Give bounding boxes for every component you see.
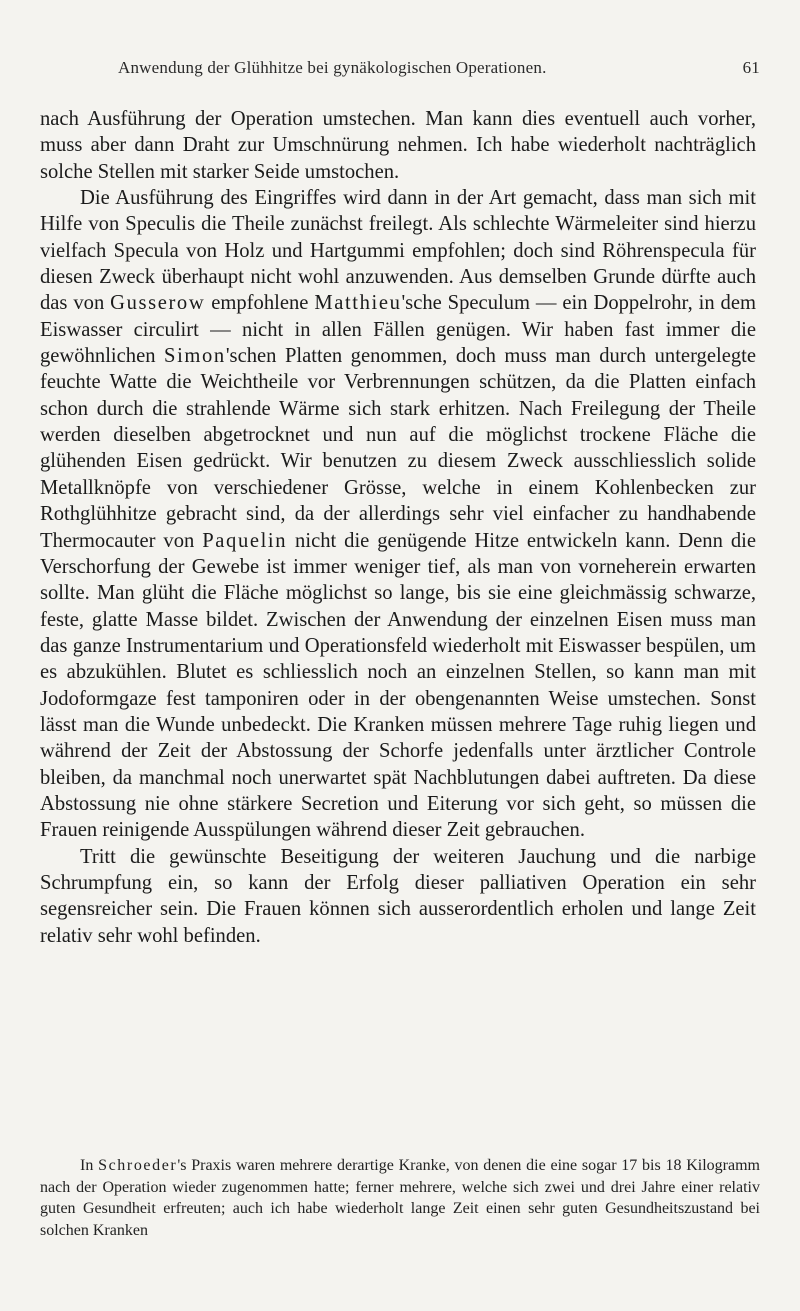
footnote	[40, 1155, 760, 1241]
footnote-prefix: In	[80, 1157, 99, 1174]
page-number: 61	[742, 58, 760, 77]
author-name-matthieu: Matthieu	[314, 292, 402, 315]
author-name-gusserow: Gusserow	[110, 292, 206, 315]
paragraph-2-text-c: 'sche Speculum — ein Doppelrohr, in dem Eiswasser circulirt — nicht in allen Fällen genügen. Wir haben fast immer die gewöhnlichen	[40, 292, 756, 368]
footnote-paragraph	[40, 1155, 760, 1241]
paragraph-2-text-a: Die Ausführung des Eingriffes wird dann in der Art gemacht, dass man sich mit Hilfe von Speculis die Theile zunächst freilegt. Als schlechte Wärmeleiter sind hierzu vielfach Specula von Holz und Hartgummi empfohlen; doch sind Röhrenspecula für diesen Zweck überhaupt nicht wohl anzuwenden. Aus demselben Grunde dürfte auch das von	[40, 187, 756, 315]
author-name-schroeder: Schroeder	[98, 1157, 178, 1174]
paragraph-2-text-d: 'schen Platten genommen, doch muss man durch untergelegte feuchte Watte die Weichtheile vor Verbrennungen schützen, da die Platten einfach schon durch die strahlende Wärme sich stark erhitzen. Nach Freilegung der Theile werden dieselben abgetrocknet und nun auf die möglichst trockene Fläche die glühenden Eisen gedrückt. Wir benutzen zu diesem Zweck ausschliesslich solide Metallknöpfe von verschiedener Grösse, welche in einem Kohlenbecken zur Rothglühhitze gebracht sind, da der allerdings sehr viel einfacher zu handhabende Thermocauter von	[40, 345, 757, 552]
running-head-title: Anwendung der Glühhitze bei gynäkologischen Operationen.	[118, 58, 547, 77]
author-name-simon: Simon	[164, 345, 226, 368]
paragraph-2	[40, 185, 756, 844]
author-name-paquelin: Paquelin	[202, 529, 288, 552]
footnote-text: 's Praxis waren mehrere derartige Kranke, von denen die eine sogar 17 bis 18 Kilogramm nach der Operation wieder zugenommen hatte; ferner mehrere, welche sich zwei und drei Jahre einer relativ guten Gesundheit erfreuten; auch ich habe wiederholt lange Zeit einen sehr guten Gesundheitszustand bei solchen Kranken	[40, 1157, 761, 1239]
running-head	[40, 58, 760, 86]
paragraph-3-text: Tritt die gewünschte Beseitigung der weiteren Jauchung und die narbige Schrumpfung ein, so kann der Erfolg dieser palliativen Operation ein sehr segensreicher sein. Die Frauen können sich ausserordentlich erholen und lange Zeit relativ sehr wohl befinden.	[40, 845, 756, 947]
paragraph-1-text: nach Ausführung der Operation umstechen. Man kann dies eventuell auch vorher, muss aber dann Draht zur Umschnürung nehmen. Ich habe wiederholt nachträglich solche Stellen mit starker Seide umstochen.	[40, 108, 756, 183]
paragraph-2-text-b: empfohlene	[205, 292, 315, 315]
body-text	[40, 106, 756, 949]
paragraph-2-text-e: nicht die genügende Hitze entwickeln kann. Denn die Verschorfung der Gewebe ist immer weniger tief, als man von vorneherein erwarten sollte. Man glüht die Fläche möglichst so lange, bis sie eine gleichmässig schwarze, feste, glatte Masse bildet. Zwischen der Anwendung der einzelnen Eisen muss man das ganze Instrumentarium und Operationsfeld wiederholt mit Eiswasser bespülen, um es abzukühlen. Blutet es schliesslich noch an einzelnen Stellen, so kann man mit Jodoformgaze fest tamponiren oder in der obengenannten Weise umstechen. Sonst lässt man die Wunde unbedeckt. Die Kranken müssen mehrere Tage ruhig liegen und während der Zeit der Abstossung der Schorfe jedenfalls unter ärztlicher Controle bleiben, da manchmal noch unerwartet spät Nachblutungen dabei auftreten. Da diese Abstossung nie ohne stärkere Secretion und Eiterung vor sich geht, so müssen die Frauen reinigende Ausspülungen während dieser Zeit gebrauchen.	[40, 529, 756, 842]
paragraph-3	[40, 844, 756, 949]
paragraph-1	[40, 106, 756, 185]
